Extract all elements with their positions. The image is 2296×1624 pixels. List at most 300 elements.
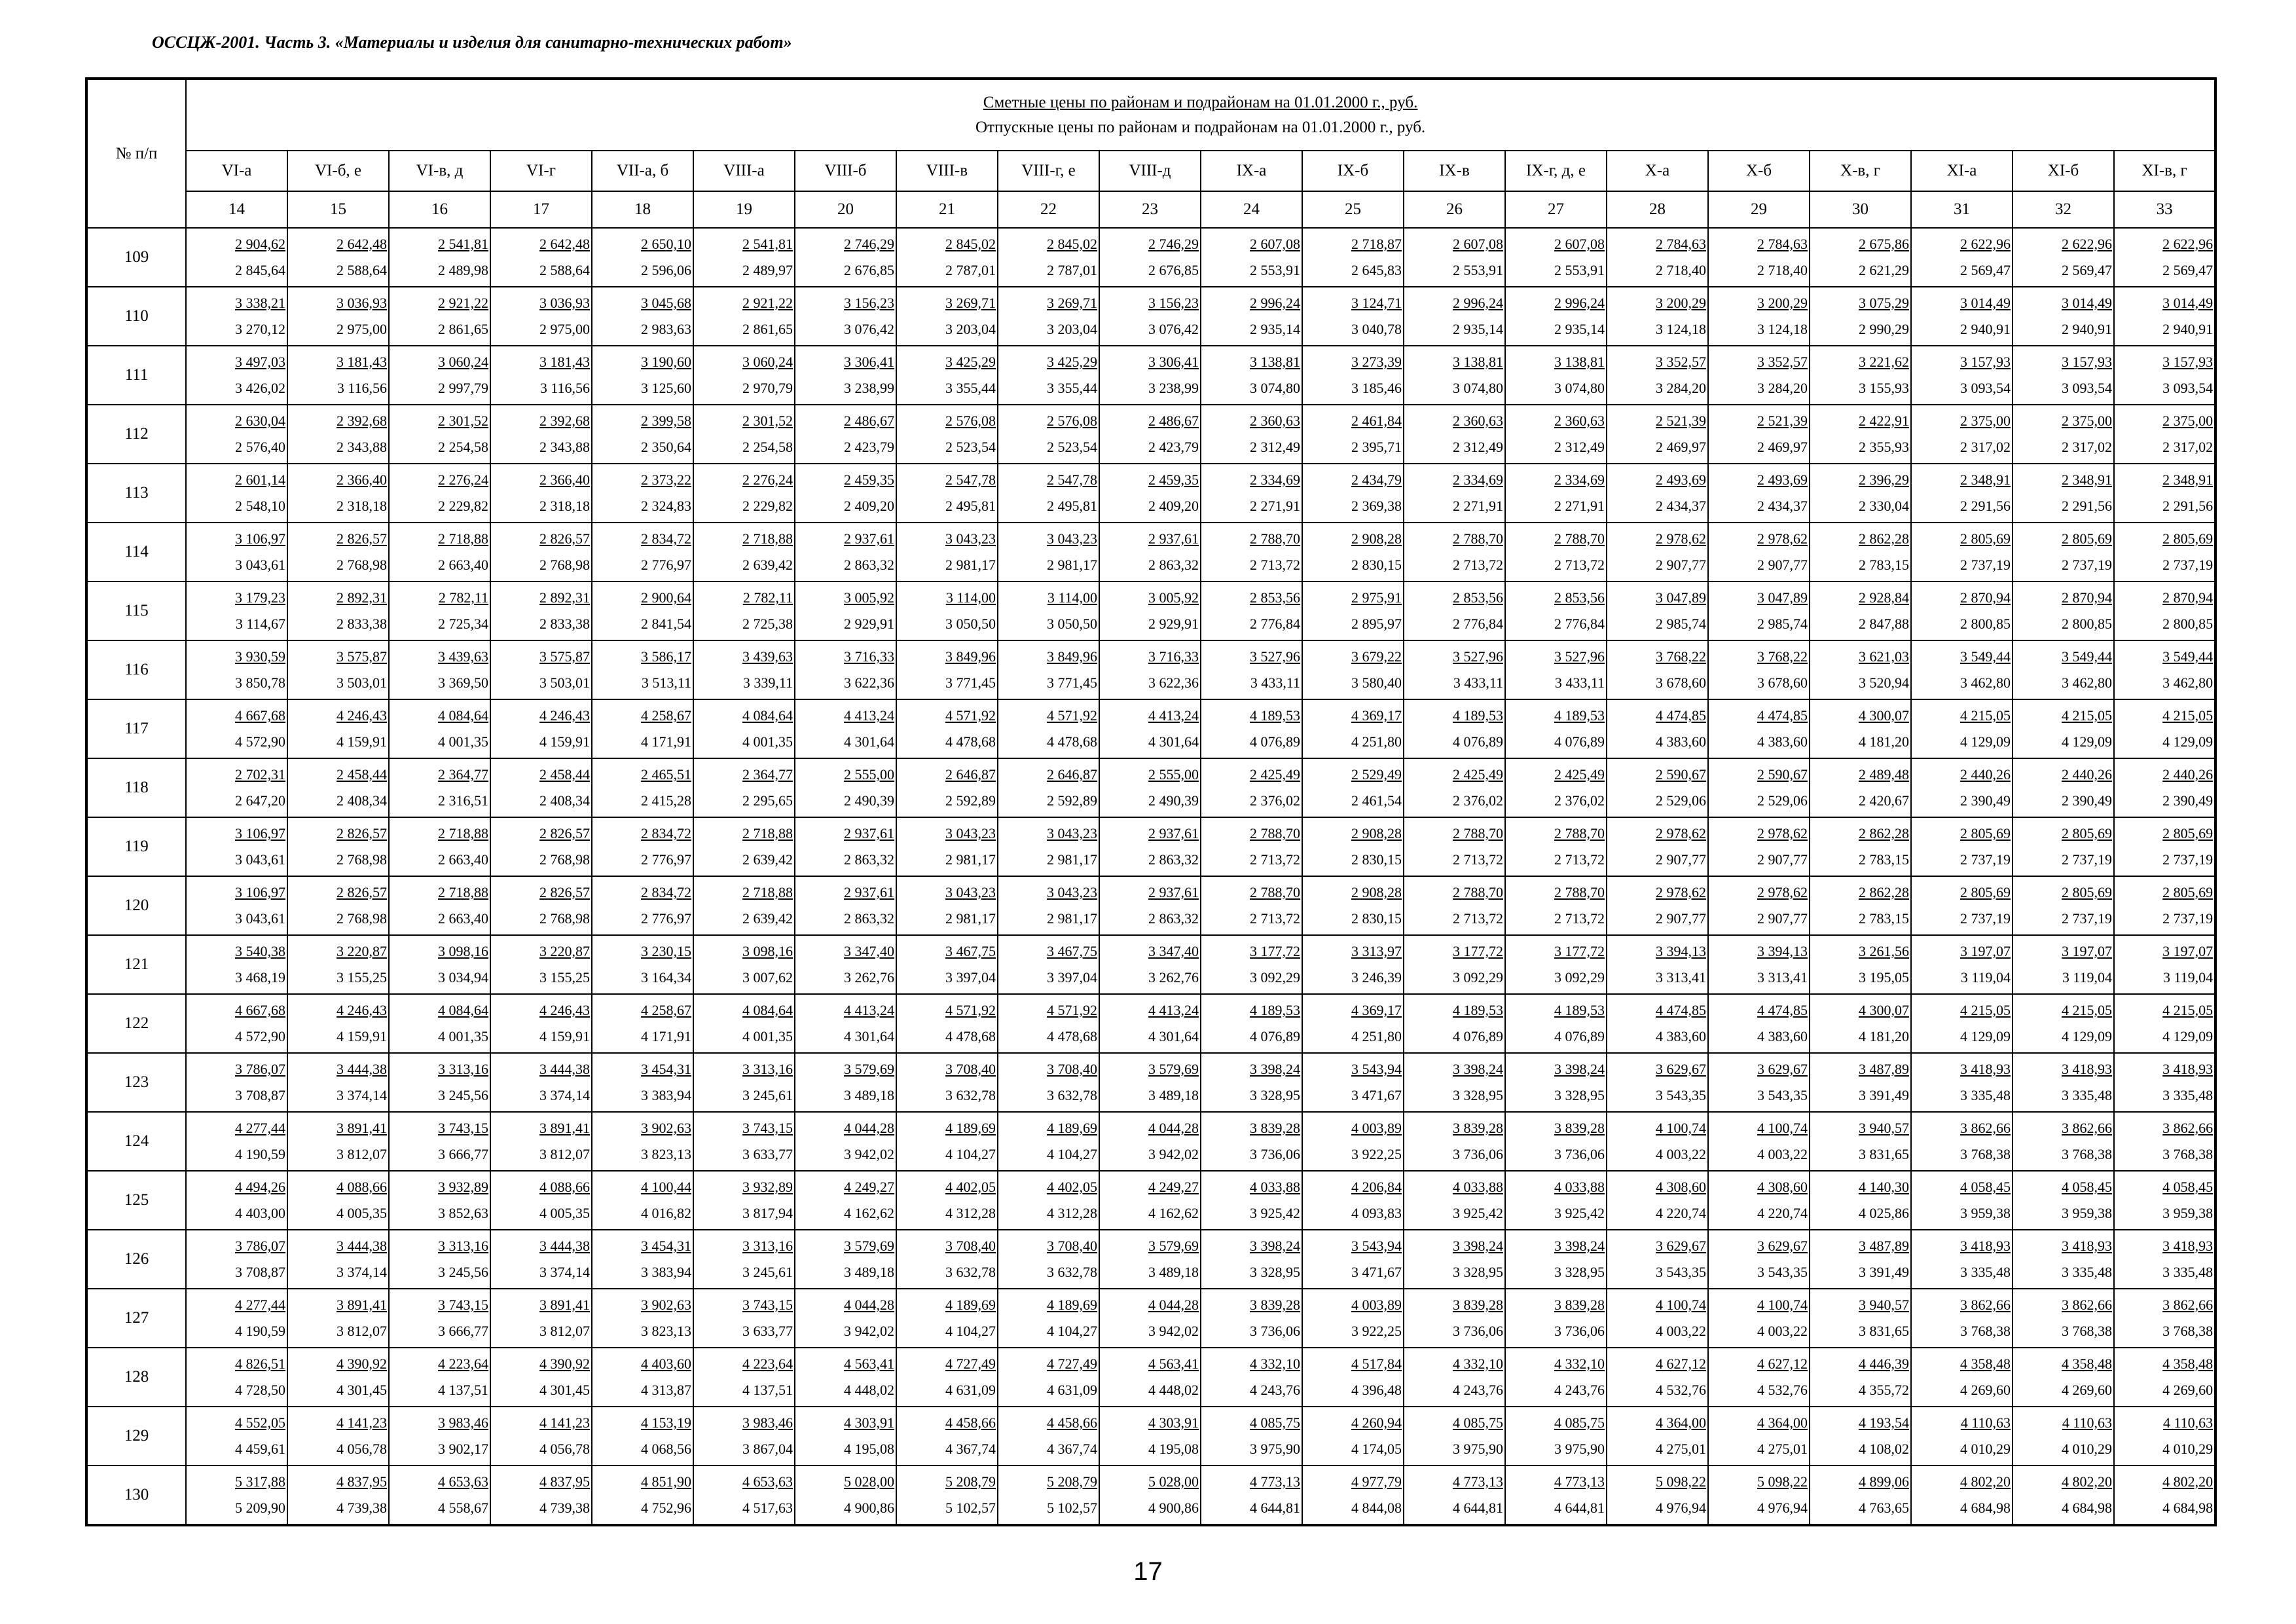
estimated-price: 4 206,84 [1351,1179,1402,1195]
price-cell [2114,1289,2215,1348]
estimated-price: 2 360,63 [1554,413,1605,429]
release-price: 2 830,15 [1351,910,1402,927]
release-price: 2 318,18 [539,498,590,514]
estimated-price: 2 718,88 [742,530,793,547]
price-cell [795,405,896,464]
estimated-price: 3 398,24 [1554,1238,1605,1254]
release-price: 2 592,89 [945,792,996,809]
estimated-price: 4 667,68 [235,707,285,724]
price-cell [186,1112,287,1171]
release-price: 2 317,02 [1960,439,2011,455]
estimated-price: 4 215,05 [1960,707,2011,724]
estimated-price: 2 334,69 [1453,471,1503,488]
estimated-price: 2 521,39 [1757,413,1808,429]
table-row [86,1466,2215,1525]
release-price: 4 403,00 [235,1205,285,1221]
price-cell [2114,758,2215,817]
release-price: 3 925,42 [1250,1205,1300,1221]
estimated-price: 4 837,95 [337,1473,387,1490]
release-price: 4 478,68 [1047,733,1097,750]
release-price: 4 312,28 [1047,1205,1097,1221]
release-price: 2 935,14 [1453,321,1503,337]
price-cell [1099,581,1201,640]
estimated-price: 3 862,66 [1960,1120,2011,1136]
price-table [85,77,2217,1526]
price-cell [490,935,592,994]
estimated-price: 3 575,87 [337,648,387,665]
release-price: 2 318,18 [337,498,387,514]
region-header-row [86,151,2215,191]
release-price: 3 831,65 [1859,1323,1909,1339]
price-cell [2013,228,2114,287]
price-cell [1810,817,1911,876]
price-cell [1099,1171,1201,1230]
estimated-price: 2 348,91 [2162,471,2214,488]
price-cell [2114,346,2215,405]
estimated-price: 3 418,93 [2062,1061,2112,1077]
estimated-price: 3 862,66 [2062,1120,2112,1136]
price-cell [287,346,389,405]
price-cell [1607,817,1708,876]
release-price: 2 776,84 [1453,616,1503,632]
price-cell [287,1407,389,1466]
estimated-price: 4 474,85 [1656,1002,1706,1018]
price-cell [2013,1112,2114,1171]
estimated-price: 4 358,48 [1960,1356,2011,1372]
release-price: 4 016,82 [641,1205,691,1221]
estimated-price: 4 110,63 [2162,1414,2214,1431]
release-price: 2 647,20 [235,792,285,809]
price-cell [2013,346,2114,405]
release-price: 2 645,83 [1351,262,1402,278]
price-cell [795,1289,896,1348]
estimated-price: 3 543,94 [1351,1061,1402,1077]
column-number: 20 [795,191,896,228]
release-price: 2 737,19 [2062,910,2112,927]
row-number: 125 [86,1171,186,1230]
release-price: 4 076,89 [1250,1028,1300,1044]
release-price: 3 768,38 [2162,1146,2214,1162]
table-row [86,640,2215,699]
price-cell [1201,1112,1302,1171]
estimated-price: 2 870,94 [2162,589,2214,606]
release-price: 3 503,01 [337,674,387,691]
estimated-price: 2 996,24 [1554,295,1605,311]
release-price: 3 736,06 [1250,1146,1300,1162]
price-cell [1708,994,1810,1053]
estimated-price: 3 269,71 [945,295,996,311]
release-price: 3 942,02 [844,1146,894,1162]
estimated-price: 3 940,57 [1859,1297,1909,1313]
estimated-price: 3 716,33 [844,648,894,665]
price-cell [1302,346,1404,405]
row-number: 116 [86,640,186,699]
price-cell [2013,1407,2114,1466]
price-cell [1505,758,1607,817]
estimated-price: 4 084,64 [438,707,488,724]
estimated-price: 3 621,03 [1859,648,1909,665]
release-price: 2 317,02 [2062,439,2112,455]
price-cell [1302,1112,1404,1171]
estimated-price: 3 983,46 [438,1414,488,1431]
price-cell [1505,935,1607,994]
estimated-price: 3 902,63 [641,1297,691,1313]
price-cell [490,523,592,581]
release-price: 2 776,97 [641,557,691,573]
estimated-price: 4 100,74 [1757,1297,1808,1313]
estimated-price: 2 366,40 [539,471,590,488]
release-price: 2 343,88 [539,439,590,455]
price-cell [490,1407,592,1466]
estimated-price: 3 156,23 [844,295,894,311]
estimated-price: 3 306,41 [844,354,894,370]
column-number: 25 [1302,191,1404,228]
price-cell [795,1053,896,1112]
estimated-price: 2 937,61 [844,884,894,900]
price-cell [186,699,287,758]
release-price: 3 284,20 [1757,380,1808,396]
release-price: 2 588,64 [337,262,387,278]
release-price: 2 271,91 [1453,498,1503,514]
price-cell [795,817,896,876]
estimated-price: 5 317,88 [235,1473,285,1490]
price-cell [1201,1289,1302,1348]
release-price: 2 529,06 [1757,792,1808,809]
estimated-price: 2 718,87 [1351,236,1402,252]
price-cell [592,228,693,287]
release-price: 2 768,98 [539,851,590,868]
release-price: 2 469,97 [1656,439,1706,455]
price-cell [1708,1348,1810,1407]
release-price: 2 254,58 [742,439,793,455]
release-price: 3 074,80 [1554,380,1605,396]
estimated-price: 4 223,64 [742,1356,793,1372]
release-price: 2 833,38 [337,616,387,632]
row-number: 121 [86,935,186,994]
price-cell [1099,994,1201,1053]
price-cell [1505,1112,1607,1171]
column-number: 14 [186,191,287,228]
row-number: 117 [86,699,186,758]
column-number: 16 [389,191,490,228]
estimated-price: 3 313,16 [438,1061,488,1077]
table-row [86,464,2215,523]
release-price: 4 572,90 [235,733,285,750]
table-row [86,405,2215,464]
estimated-price: 4 402,05 [945,1179,996,1195]
price-cell [186,1289,287,1348]
release-price: 3 238,99 [1148,380,1199,396]
release-price: 3 942,02 [844,1323,894,1339]
price-cell [490,346,592,405]
release-price: 4 005,35 [539,1205,590,1221]
estimated-price: 3 036,93 [337,295,387,311]
release-price: 2 737,19 [2162,557,2214,573]
estimated-price: 2 555,00 [844,766,894,783]
price-cell [2114,1230,2215,1289]
estimated-price: 3 891,41 [337,1120,387,1136]
price-cell [1201,1407,1302,1466]
estimated-price: 2 870,94 [1960,589,2011,606]
release-price: 4 159,91 [337,1028,387,1044]
price-cell [896,876,998,935]
column-number: 32 [2013,191,2114,228]
estimated-price: 4 084,64 [742,707,793,724]
release-price: 3 262,76 [1148,969,1199,986]
price-cell [2114,581,2215,640]
price-cell [1201,876,1302,935]
estimated-price: 2 425,49 [1250,766,1300,783]
estimated-price: 3 487,89 [1859,1061,1909,1077]
price-cell [287,1348,389,1407]
release-price: 4 001,35 [742,1028,793,1044]
row-number: 124 [86,1112,186,1171]
estimated-price: 4 364,00 [1656,1414,1706,1431]
release-price: 3 708,87 [235,1264,285,1280]
estimated-price: 2 826,57 [337,884,387,900]
price-cell [693,1407,795,1466]
estimated-price: 4 773,13 [1453,1473,1503,1490]
estimated-price: 3 197,07 [1960,943,2011,959]
estimated-price: 2 862,28 [1859,825,1909,841]
price-cell [2114,228,2215,287]
release-price: 2 981,17 [1047,851,1097,868]
release-price: 4 243,76 [1554,1382,1605,1398]
estimated-price: 4 044,28 [844,1120,894,1136]
estimated-price: 4 308,60 [1656,1179,1706,1195]
release-price: 2 776,84 [1554,616,1605,632]
price-cell [1505,1466,1607,1525]
price-cell [1099,640,1201,699]
price-cell [287,228,389,287]
price-cell [795,1171,896,1230]
release-price: 2 768,98 [337,910,387,927]
region-header: VII-а, б [592,151,693,191]
estimated-price: 3 220,87 [337,943,387,959]
release-price: 2 713,72 [1250,557,1300,573]
price-cell [1708,346,1810,405]
price-cell [2114,1171,2215,1230]
estimated-price: 4 215,05 [2162,1002,2214,1018]
release-price: 2 845,64 [235,262,285,278]
release-price: 2 861,65 [438,321,488,337]
estimated-price: 3 540,38 [235,943,285,959]
price-cell [287,699,389,758]
price-cell [1708,935,1810,994]
release-price: 3 076,42 [844,321,894,337]
price-cell [1201,994,1302,1053]
price-cell [287,640,389,699]
release-price: 3 043,61 [235,910,285,927]
price-cell [998,1112,1099,1171]
estimated-price: 3 190,60 [641,354,691,370]
price-cell [896,1407,998,1466]
price-cell [490,464,592,523]
estimated-price: 4 277,44 [235,1120,285,1136]
estimated-price: 3 060,24 [742,354,793,370]
price-cell [186,464,287,523]
price-cell [2114,876,2215,935]
release-price: 3 959,38 [2162,1205,2214,1221]
release-price: 3 050,50 [945,616,996,632]
price-cell [1708,758,1810,817]
release-price: 2 523,54 [1047,439,1097,455]
estimated-price: 2 937,61 [1148,825,1199,841]
estimated-price: 2 276,24 [438,471,488,488]
estimated-price: 3 629,67 [1757,1061,1808,1077]
release-price: 3 817,94 [742,1205,793,1221]
release-price: 2 461,54 [1351,792,1402,809]
estimated-price: 4 189,53 [1554,707,1605,724]
release-price: 4 301,64 [844,1028,894,1044]
price-cell [998,1348,1099,1407]
release-price: 2 847,88 [1859,616,1909,632]
estimated-price: 3 157,93 [1960,354,2011,370]
price-cell [389,1407,490,1466]
release-price: 3 245,61 [742,1264,793,1280]
row-number: 110 [86,287,186,346]
estimated-price: 3 932,89 [742,1179,793,1195]
price-cell [490,1171,592,1230]
estimated-price: 3 157,93 [2062,354,2112,370]
release-price: 2 940,91 [2062,321,2112,337]
price-cell [1505,464,1607,523]
price-cell [592,1289,693,1348]
price-cell [1607,1407,1708,1466]
release-price: 3 462,80 [2062,674,2112,691]
estimated-price: 3 313,16 [438,1238,488,1254]
price-cell [795,287,896,346]
release-price: 2 553,91 [1554,262,1605,278]
price-cell [1911,581,2013,640]
estimated-price: 2 853,56 [1453,589,1503,606]
release-price: 4 129,09 [2062,1028,2112,1044]
release-price: 2 369,38 [1351,498,1402,514]
price-cell [795,464,896,523]
estimated-price: 3 679,22 [1351,648,1402,665]
estimated-price: 4 364,00 [1757,1414,1808,1431]
release-price: 3 270,12 [235,321,285,337]
estimated-price: 4 653,63 [438,1473,488,1490]
price-cell [896,1230,998,1289]
price-cell [1404,523,1505,581]
column-number: 19 [693,191,795,228]
release-price: 3 433,11 [1250,674,1300,691]
release-price: 2 975,00 [337,321,387,337]
price-cell [1404,640,1505,699]
release-price: 2 830,15 [1351,557,1402,573]
estimated-price: 3 043,23 [1047,530,1097,547]
estimated-price: 4 249,27 [844,1179,894,1195]
release-price: 4 313,87 [641,1382,691,1398]
estimated-price: 4 189,69 [945,1297,996,1313]
estimated-price: 4 110,63 [2062,1414,2112,1431]
price-cell [998,1289,1099,1348]
estimated-price: 4 141,23 [337,1414,387,1431]
estimated-price: 2 301,52 [742,413,793,429]
release-price: 3 124,18 [1757,321,1808,337]
price-cell [1302,935,1404,994]
price-cell [490,640,592,699]
price-cell [2013,405,2114,464]
price-cell [795,640,896,699]
price-cell [795,523,896,581]
release-price: 4 243,76 [1250,1382,1300,1398]
estimated-price: 3 418,93 [2162,1238,2214,1254]
estimated-price: 2 870,94 [2062,589,2112,606]
price-cell [1099,935,1201,994]
release-price: 2 676,85 [844,262,894,278]
release-price: 3 942,02 [1148,1146,1199,1162]
price-cell [287,405,389,464]
release-price: 2 929,91 [844,616,894,632]
release-price: 3 374,14 [539,1087,590,1103]
estimated-price: 3 862,66 [2062,1297,2112,1313]
estimated-price: 2 486,67 [1148,413,1199,429]
estimated-price: 3 043,23 [1047,884,1097,900]
release-price: 3 489,18 [844,1087,894,1103]
price-cell [2114,1466,2215,1525]
price-cell [2114,523,2215,581]
estimated-price: 4 300,07 [1859,707,1909,724]
price-cell [693,346,795,405]
release-price: 4 900,86 [844,1500,894,1516]
estimated-price: 4 258,67 [641,707,691,724]
price-cell [1810,1407,1911,1466]
table-row [86,1171,2215,1230]
price-cell [1404,1407,1505,1466]
release-price: 2 787,01 [945,262,996,278]
price-cell [2114,640,2215,699]
price-cell [1708,1112,1810,1171]
price-cell [1505,287,1607,346]
row-number: 128 [86,1348,186,1407]
price-cell [896,523,998,581]
release-price: 2 271,91 [1554,498,1605,514]
estimated-price: 2 364,77 [742,766,793,783]
estimated-price: 2 805,69 [2162,884,2214,900]
release-price: 2 935,14 [1250,321,1300,337]
release-price: 3 369,50 [438,674,488,691]
release-price: 3 284,20 [1656,380,1706,396]
price-cell [1607,405,1708,464]
release-price: 2 800,85 [2062,616,2112,632]
estimated-price: 3 047,89 [1757,589,1808,606]
price-cell [1505,405,1607,464]
price-cell [389,758,490,817]
estimated-price: 2 375,00 [2062,413,2112,429]
price-cell [2013,699,2114,758]
release-price: 4 159,91 [337,733,387,750]
price-cell [998,346,1099,405]
estimated-price: 2 908,28 [1351,884,1402,900]
release-price: 3 093,54 [2162,380,2214,396]
release-price: 3 119,04 [1960,969,2011,986]
price-cell [1404,464,1505,523]
price-cell [795,228,896,287]
estimated-price: 4 246,43 [539,707,590,724]
estimated-price: 3 347,40 [1148,943,1199,959]
price-cell [592,1466,693,1525]
release-price: 4 159,91 [539,733,590,750]
release-price: 2 737,19 [2162,851,2214,868]
price-cell [1404,228,1505,287]
estimated-price: 2 399,58 [641,413,691,429]
release-price: 2 423,79 [844,439,894,455]
release-price: 3 867,04 [742,1441,793,1457]
price-cell [693,287,795,346]
estimated-price: 4 802,20 [1960,1473,2011,1490]
